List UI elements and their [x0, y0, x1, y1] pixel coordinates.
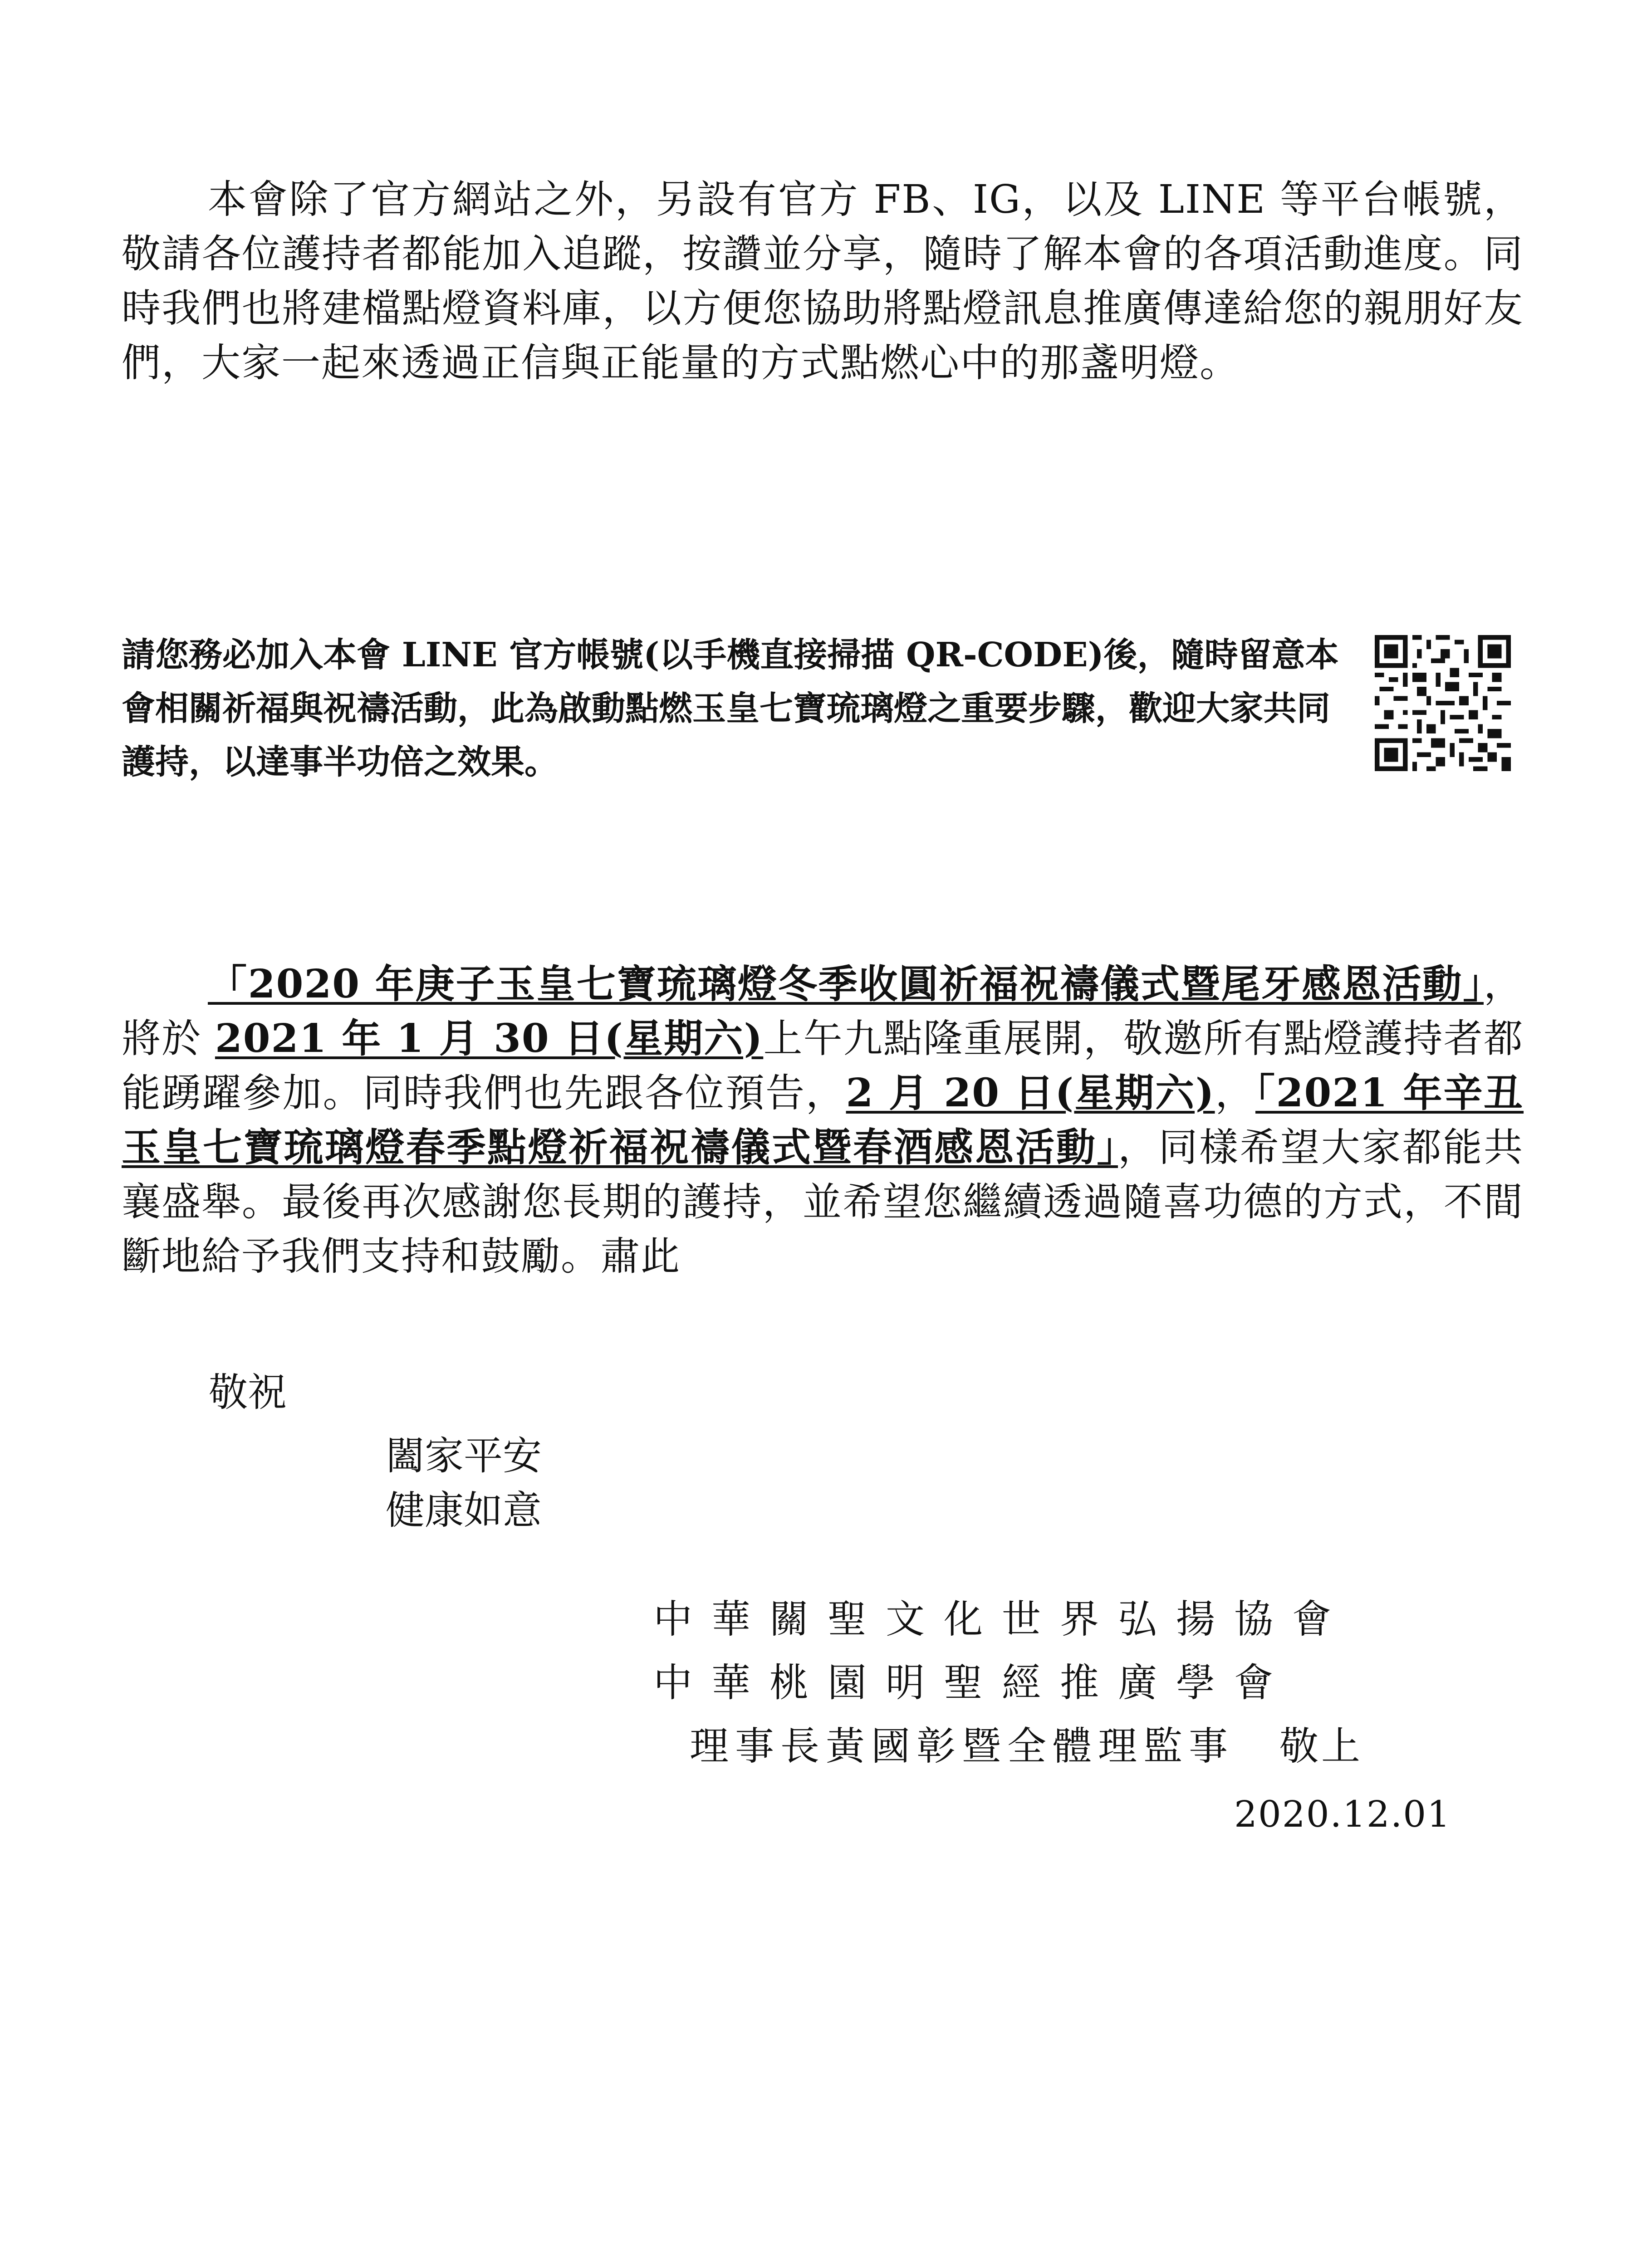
winter-event-date: 2021 年 1 月 30 日(星期六)	[215, 1016, 764, 1061]
spring-event-date: 2 月 20 日(星期六)	[846, 1070, 1215, 1116]
closing-greeting: 敬祝	[209, 1370, 287, 1415]
signature-closing: 敬上	[1279, 1724, 1363, 1769]
closing-wish-1: 闔家平安	[386, 1433, 542, 1479]
signature-org-2: 中華桃園明聖經推廣學會	[653, 1660, 1292, 1706]
event-text-2: 上午九點隆重展開，敬邀所有點燈護持者都能踴躍參加。同時我們也先跟各位預告，	[122, 1016, 1524, 1116]
winter-event-title: 「2020 年庚子玉皇七寶琉璃燈冬季收圓祈福祝禱儀式暨尾牙感恩活動」	[208, 961, 1484, 1007]
letter-date: 2020.12.01	[1234, 1793, 1451, 1835]
intro-paragraph: 本會除了官方網站之外，另設有官方 FB、IG，以及 LINE 等平台帳號，敬請各位護持者都能加入追蹤，按讚並分享，隨時了解本會的各項活動進度。同時我們也將建檔點燈資料庫，以方便您協助將點燈訊息推廣傳達給您的親朋好友們，大家一起來透過正信與正能量的方式點燃心中的那盞明燈。	[122, 177, 1524, 386]
spring-event-title: 「2021 年辛丑玉皇七寶琉璃燈春季點燈祈福祝禱儀式暨春酒感恩活動」	[122, 1070, 1524, 1170]
event-text-3: ，	[1215, 1070, 1255, 1116]
qr-code-icon	[1375, 635, 1511, 771]
closing-wish-2: 健康如意	[386, 1488, 542, 1533]
signature-signer: 理事長黃國彰暨全體理監事	[690, 1724, 1234, 1769]
signature-signer-line	[690, 1715, 1363, 1778]
event-text-1: ，將於	[122, 962, 1524, 1061]
event-paragraph	[122, 957, 1524, 1284]
event-text-4: ，同樣希望大家都能共襄盛舉。最後再次感謝您長期的護持，並希望您繼續透過隨喜功德的方式，不間斷地給予我們支持和鼓勵。肅此	[122, 1125, 1524, 1279]
line-notice: 請您務必加入本會 LINE 官方帳號(以手機直接掃描 QR-CODE)後，隨時留意本會相關祈福與祝禱活動，此為啟動點燃玉皇七寶琉璃燈之重要步驟，歡迎大家共同護持，以達事半功倍之效果。	[122, 635, 1339, 782]
signature-org-1: 中華關聖文化世界弘揚協會	[653, 1597, 1350, 1642]
